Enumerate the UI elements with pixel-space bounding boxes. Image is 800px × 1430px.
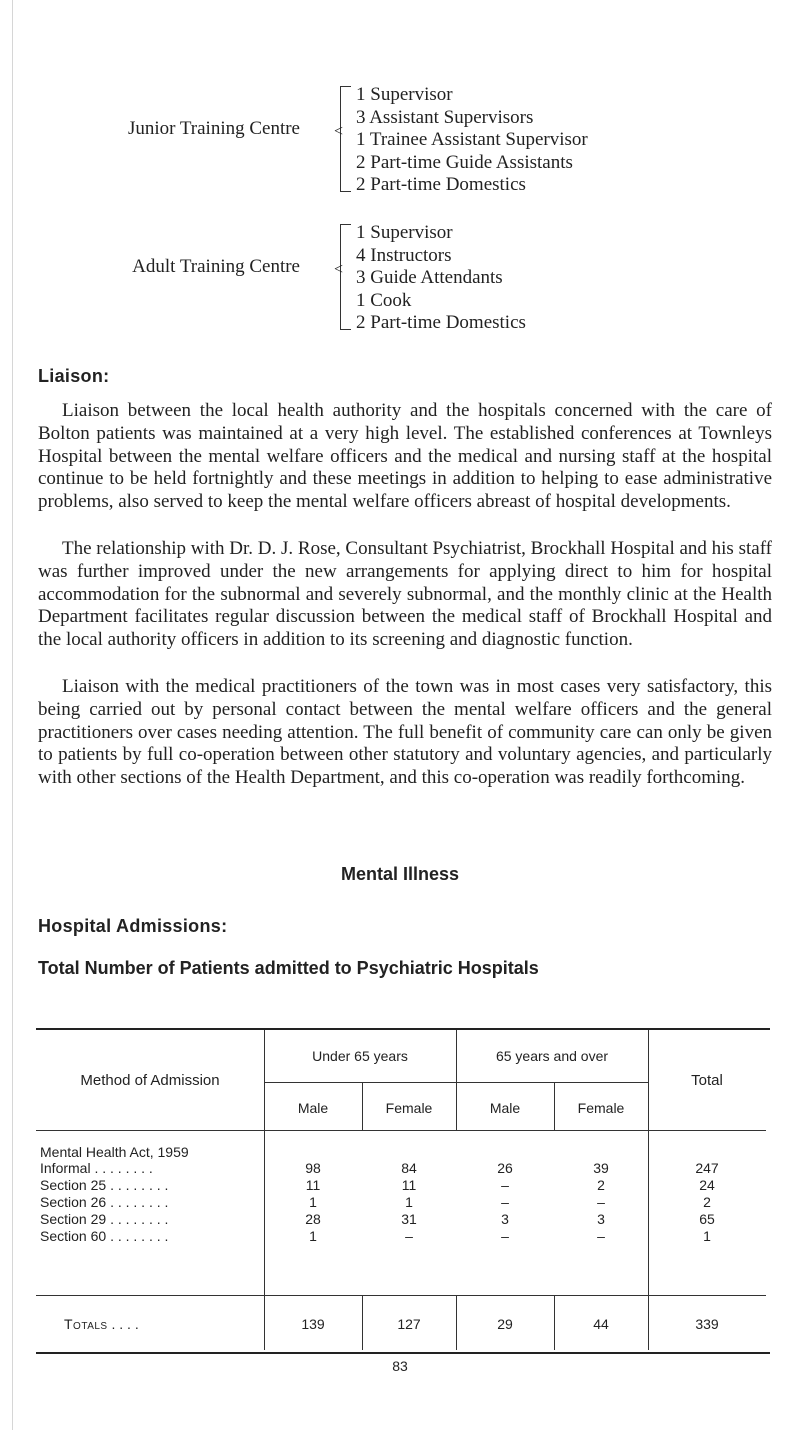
staff-item: 1 Trainee Assistant Supervisor: [356, 129, 588, 150]
row-value: 28: [305, 1211, 321, 1227]
totals-value: 339: [695, 1316, 719, 1332]
row-value: 1: [309, 1194, 317, 1210]
staff-item: 2 Part-time Domestics: [356, 174, 526, 195]
row-label: Section 26 . . . . . . . .: [40, 1194, 169, 1210]
header-total: Total: [691, 1072, 723, 1089]
page-margin-line: [12, 0, 13, 1430]
page-number: 83: [392, 1358, 408, 1374]
row-value: 1: [703, 1228, 711, 1244]
table-title: Total Number of Patients admitted to Psychiatric Hospitals: [38, 958, 539, 978]
row-value: 1: [405, 1194, 413, 1210]
row-value: –: [501, 1177, 509, 1193]
col-divider: [554, 1295, 555, 1350]
row-value: 2: [703, 1194, 711, 1210]
row-value: 31: [401, 1211, 417, 1227]
row-value: –: [597, 1228, 605, 1244]
row-value: 26: [497, 1160, 513, 1176]
totals-value: 139: [301, 1316, 325, 1332]
subheader-male: Male: [297, 1100, 329, 1116]
row-label: Section 25 . . . . . . . .: [40, 1177, 169, 1193]
row-value: –: [405, 1228, 413, 1244]
col-divider: [264, 1030, 265, 1350]
staff-item: 2 Part-time Guide Assistants: [356, 151, 573, 173]
staff-item: 3 Guide Attendants: [356, 267, 503, 288]
totals-value: 44: [593, 1316, 609, 1332]
row-value: 84: [401, 1160, 417, 1176]
table-header-rule: [36, 1130, 766, 1131]
header-65over: 65 years and over: [495, 1048, 609, 1064]
subheader-female: Female: [385, 1100, 433, 1116]
table-totals-rule: [36, 1295, 766, 1296]
row-value: 247: [695, 1160, 719, 1176]
row-value: 1: [309, 1228, 317, 1244]
hospital-admissions-heading: Hospital Admissions:: [38, 916, 228, 936]
staff-item: 3 Assistant Supervisors: [356, 106, 534, 128]
row-label: Informal . . . . . . . .: [40, 1160, 153, 1176]
junior-brace-tip: <: [334, 123, 344, 140]
row-value: 39: [593, 1160, 609, 1176]
adult-training-centre-label: Adult Training Centre: [132, 256, 300, 277]
row-value: 24: [699, 1177, 715, 1193]
junior-training-centre-label: Junior Training Centre: [127, 118, 300, 139]
admissions-table: [36, 1028, 770, 1354]
header-method: Method of Admission: [80, 1072, 220, 1089]
mental-illness-heading: Mental Illness: [340, 864, 460, 884]
row-value: 65: [699, 1211, 715, 1227]
staff-item: 1 Supervisor: [356, 222, 453, 243]
row-value: 2: [597, 1177, 605, 1193]
staff-item: 4 Instructors: [356, 244, 452, 266]
staff-item: 2 Part-time Domestics: [356, 312, 526, 333]
section-label: Mental Health Act, 1959: [40, 1144, 189, 1160]
junior-staff-list: [356, 84, 588, 197]
liaison-paragraph-1: Liaison between the local health authority and the hospitals concerned with the care of Bolton patients was maintained at a very high level. The established conferences at Townleys Hospital between the mental welfare officers and the medical and nursing staff at the hospital continue to be held fortnightly and these meetings in addition to helping to ease administrative problems, also served to keep the mental welfare officers abreast of hospital developments.: [38, 400, 772, 513]
header-under65: Under 65 years: [312, 1048, 408, 1064]
totals-value: 127: [397, 1316, 421, 1332]
row-value: 3: [597, 1211, 605, 1227]
totals-value: 29: [497, 1316, 513, 1332]
row-value: –: [501, 1194, 509, 1210]
liaison-paragraph-2: The relationship with Dr. D. J. Rose, Consultant Psychiatrist, Brockhall Hospital and his staff was further improved under the new arrangements for applying direct to him for hospital accommodation for the subnormal and severely subnormal, and the monthly clinic at the Health Department facilitates regular discussion between the medical staff of Brockhall Hospital and the local authority officers in addition to its screening and diagnostic function.: [38, 538, 772, 651]
row-label: Section 29 . . . . . . . .: [40, 1211, 169, 1227]
staff-item: 1 Supervisor: [356, 84, 453, 105]
liaison-paragraph-3: Liaison with the medical practitioners of the town was in most cases very satisfactory, this being carried out by personal contact between the mental welfare officers and the general practitioners over cases needing attention. The full benefit of community care can only be given to patients by full co-operation between other statutory and voluntary agencies, and particularly with other sections of the Health Department, and this co-operation was readily forthcoming.: [38, 676, 772, 789]
totals-label: Totals . . . .: [64, 1316, 139, 1332]
row-value: 98: [305, 1160, 321, 1176]
row-value: –: [501, 1228, 509, 1244]
row-value: 11: [305, 1177, 321, 1193]
adult-brace-tip: <: [334, 261, 344, 278]
col-divider: [456, 1295, 457, 1350]
subheader-female: Female: [577, 1100, 625, 1116]
subheader-male: Male: [489, 1100, 521, 1116]
row-label: Section 60 . . . . . . . .: [40, 1228, 169, 1244]
row-value: –: [597, 1194, 605, 1210]
adult-staff-list: [356, 222, 526, 335]
liaison-heading: Liaison:: [38, 366, 110, 386]
staff-item: 1 Cook: [356, 289, 412, 311]
col-divider: [362, 1295, 363, 1350]
row-value: 3: [501, 1211, 509, 1227]
row-value: 11: [401, 1177, 417, 1193]
